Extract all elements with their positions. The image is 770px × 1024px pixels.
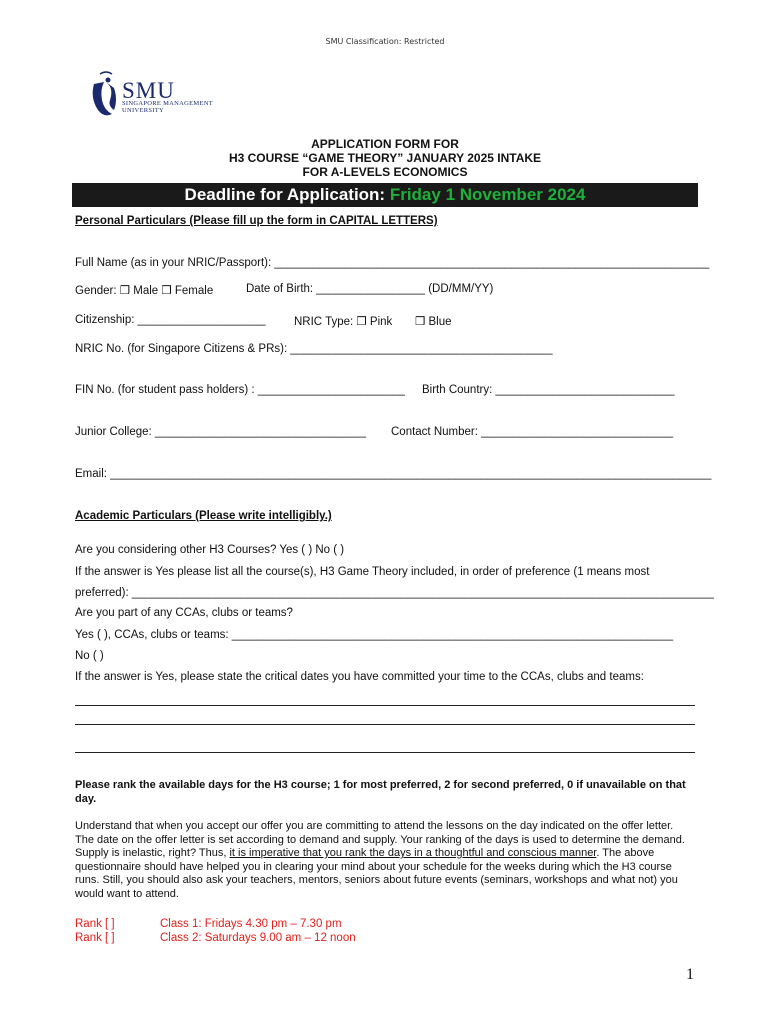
birth-country-field[interactable]: Birth Country: ____________________________ [422,384,675,396]
logo-name: SMU [122,78,175,103]
nric-no-field[interactable]: NRIC No. (for Singapore Citizens & PRs): _________________________________________ [75,343,553,355]
answer-line[interactable] [75,724,695,725]
academic-heading: Academic Particulars (Please write intelligibly.) [75,510,332,522]
class2-label: Class 2: Saturdays 9.00 am – 12 noon [160,932,356,944]
answer-line[interactable] [75,705,695,706]
rank-heading: Please rank the available days for the H3 course; 1 for most preferred, 2 for second preferred, 0 if unavailable on that day. [75,779,686,805]
class1-label: Class 1: Fridays 4.30 pm – 7.30 pm [160,918,342,930]
form-title: APPLICATION FORM FOR H3 COURSE “GAME THEORY” JANUARY 2025 INTAKE FOR A-LEVELS ECONOMICS [228,137,542,179]
deadline-banner: Deadline for Application: Friday 1 November 2024 [72,183,698,207]
courses-list-question: If the answer is Yes please list all the course(s), H3 Game Theory included, in order of preference (1 means most [75,566,650,578]
smu-logo-icon [86,70,122,122]
logo-subtitle: SINGAPORE MANAGEMENT UNIVERSITY [122,100,214,114]
citizenship-field[interactable]: Citizenship: ____________________ [75,314,266,326]
full-name-field[interactable]: Full Name (as in your NRIC/Passport): ____________________________________________________________________ [75,257,710,269]
dob-field[interactable]: Date of Birth: _________________ (DD/MM/YY) [246,283,494,295]
cca-dates-question: If the answer is Yes, please state the critical dates you have committed your time to the CCAs, clubs and teams: [75,671,644,683]
nric-type-blue[interactable]: ❒ Blue [415,316,452,328]
other-h3-question[interactable]: Are you considering other H3 Courses? Yes ( ) No ( ) [75,544,345,556]
nric-type-field[interactable]: NRIC Type: ❒ Pink [294,316,393,328]
courses-list-field[interactable]: preferred): ___________________________________________________________________________________________ [75,587,714,599]
rank-class2-field[interactable]: Rank [ ] [75,932,115,944]
junior-college-field[interactable]: Junior College: _________________________________ [75,426,366,438]
gender-field[interactable]: Gender: ❒ Male ❒ Female [75,285,214,297]
page-number: 1 [686,966,694,983]
rank-instructions: Understand that when you accept our offer you are committing to attend the lessons on the day indicated on the offer letter. The date on the offer letter is set according to demand and supply. Your ranking of the days is used to determine the demand. Supply is inelastic, right? Thus, it is imperative that you rank the days in a thoughtful and conscious manner. The above questionnaire should have helped you in clearing your mind about your schedule for the weeks during which the H3 course runs. Still, you should also ask your teachers, mentors, seniors about future events (seminars, workshops and what not) you would want to attend. [75,820,685,900]
cca-question: Are you part of any CCAs, clubs or teams? [75,607,293,619]
fin-no-field[interactable]: FIN No. (for student pass holders) : _______________________ [75,384,405,396]
cca-yes-field[interactable]: Yes ( ), CCAs, clubs or teams: _____________________________________________________________________ [75,629,674,641]
answer-line[interactable] [75,752,695,753]
email-field[interactable]: Email: ______________________________________________________________________________________________ [75,468,712,480]
classification-label: SMU Classification: Restricted [325,37,445,46]
deadline-date: Friday 1 November 2024 [389,185,586,204]
rank-class1-field[interactable]: Rank [ ] [75,918,115,930]
contact-number-field[interactable]: Contact Number: ______________________________ [391,426,673,438]
personal-heading: Personal Particulars (Please fill up the form in CAPITAL LETTERS) [75,215,438,227]
cca-no-field[interactable]: No ( ) [75,650,104,662]
